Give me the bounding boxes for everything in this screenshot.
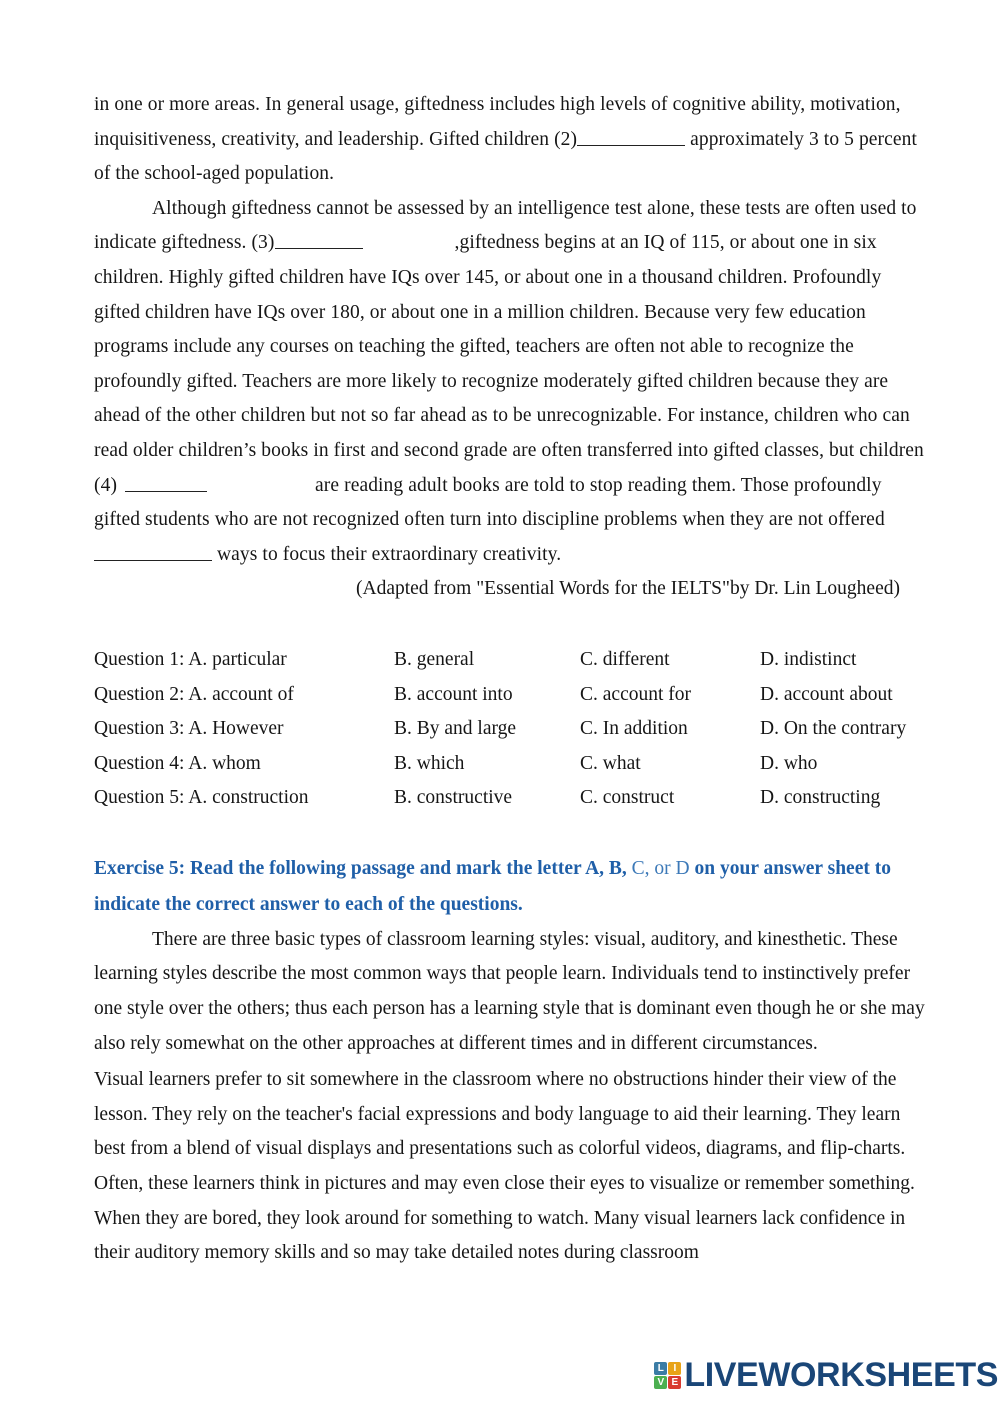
question-1-option-b[interactable]: B. general bbox=[394, 648, 475, 670]
exercise-5-paragraph-2: Visual learners prefer to sit somewhere in the classroom where no obstructions hinder their view of the lesson. They rely on the teacher's facial expressions and body language to aid their learning. They learn best from a blend of visual displays and presentations such as colorful videos, diagrams, and flip-charts. Often, these learners think in pictures and may even close their eyes to visualize or remember something. When they are bored, they look around for something to watch. Many visual learners lack confidence in their auditory memory skills and so may take detailed notes during classroom bbox=[94, 1069, 915, 1264]
exercise-5-paragraph-1 bbox=[94, 923, 930, 1061]
exercise-5-paragraph-1-text: There are three basic types of classroom learning styles: visual, auditory, and kinesthetic. These learning styles describe the most common ways that people learn. Individuals tend to instinctively prefer one style over the others; thus each person has a learning style that is dominant even though he or she may also rely somewhat on the other approaches at different times and in different circumstances. bbox=[94, 928, 925, 1054]
question-4-option-a[interactable]: Question 4: A. whom bbox=[94, 752, 261, 774]
question-5-option-c[interactable]: C. construct bbox=[580, 787, 675, 809]
table-row bbox=[94, 747, 930, 782]
question-4-option-b[interactable]: B. which bbox=[394, 752, 465, 774]
answer-blank-4[interactable] bbox=[125, 472, 207, 492]
logo-tile-e-icon: E bbox=[668, 1376, 681, 1389]
question-1-option-c[interactable]: C. different bbox=[580, 648, 670, 670]
logo-tile-v-icon: V bbox=[654, 1376, 667, 1389]
question-5-option-a[interactable]: Question 5: A. construction bbox=[94, 787, 309, 809]
table-row bbox=[94, 712, 930, 747]
questions-table bbox=[94, 643, 930, 816]
question-3-option-c[interactable]: C. In addition bbox=[580, 718, 688, 740]
exercise-5-heading bbox=[94, 816, 930, 923]
question-1-option-d[interactable]: D. indistinct bbox=[760, 648, 857, 670]
document-body bbox=[94, 88, 930, 1271]
question-4-option-c[interactable]: C. what bbox=[580, 752, 641, 774]
passage-text-after-blank-5: ways to focus their extraordinary creativity. bbox=[216, 543, 562, 565]
passage-text-after-blank-2: approximately 3 to 5 percent of the school-aged population. bbox=[94, 128, 918, 185]
passage-text-after-blank-4: are reading adult books are told to stop reading them. Those profoundly gifted students who are not recognized often turn into discipline problems when they are not offered bbox=[94, 474, 885, 531]
passage-source-attribution: (Adapted from "Essential Words for the IELTS"by Dr. Lin Lougheed) bbox=[356, 578, 900, 600]
question-2-option-c[interactable]: C. account for bbox=[580, 683, 692, 705]
question-3-option-a[interactable]: Question 3: A. However bbox=[94, 718, 284, 740]
table-row bbox=[94, 678, 930, 713]
answer-blank-5[interactable] bbox=[94, 541, 212, 561]
liveworksheets-logo[interactable] bbox=[654, 1358, 998, 1392]
logo-tile-i-icon: I bbox=[668, 1362, 681, 1375]
exercise-5-heading-part-2: C, or D bbox=[626, 857, 695, 879]
liveworksheets-logo-icon bbox=[654, 1362, 681, 1389]
exercise-5-heading-part-3: on your answer sheet to indicate the correct answer to each of the questions. bbox=[94, 857, 891, 915]
question-2-option-d[interactable]: D. account about bbox=[760, 683, 893, 705]
exercise-5-heading-part-1: Exercise 5: Read the following passage and mark the letter A, B, bbox=[94, 857, 627, 879]
table-row bbox=[94, 781, 930, 816]
question-4-option-d[interactable]: D. who bbox=[760, 752, 818, 774]
passage-paragraph-2 bbox=[94, 192, 930, 573]
passage-text-before-blank-2: inquisitiveness, creativity, and leadership. Gifted children (2) bbox=[94, 128, 578, 150]
logo-tile-l-icon: L bbox=[654, 1362, 667, 1375]
table-row bbox=[94, 643, 930, 678]
question-2-option-a[interactable]: Question 2: A. account of bbox=[94, 683, 294, 705]
passage-line-1: in one or more areas. In general usage, giftedness includes high levels of cognitive ability, motivation, bbox=[94, 94, 901, 115]
question-5-option-d[interactable]: D. constructing bbox=[760, 787, 881, 809]
answer-blank-3[interactable] bbox=[275, 230, 363, 250]
page-footer bbox=[0, 1358, 1000, 1406]
liveworksheets-logo-text: LIVEWORKSHEETS bbox=[684, 1356, 998, 1394]
answer-blank-2[interactable] bbox=[577, 126, 685, 146]
questions-table-body bbox=[94, 643, 930, 816]
passage-paragraph-1 bbox=[94, 88, 930, 192]
question-5-option-b[interactable]: B. constructive bbox=[394, 787, 513, 809]
passage-text-after-blank-3: ,giftedness begins at an IQ of 115, or about one in six children. Highly gifted children have IQs over 145, or about one in a thousand children. Profoundly gifted children have IQs over 180, or about one in a million children. Because very few education programs include any courses on teaching the gifted, teachers are often not able to recognize the profoundly gifted. Teachers are more likely to recognize moderately gifted children because they are ahead of the other children but not so far ahead as to be unrecognizable. For instance, children who can read older children’s books in first and second grade are often transferred into gifted classes, but children (4) bbox=[94, 232, 924, 496]
question-2-option-b[interactable]: B. account into bbox=[394, 683, 513, 705]
question-3-option-d[interactable]: D. On the contrary bbox=[760, 718, 907, 740]
question-1-option-a[interactable]: Question 1: A. particular bbox=[94, 648, 287, 670]
passage-text-before-blank-3: Although giftedness cannot be assessed by an intelligence test alone, these tests are often used to indicate giftedness. (3) bbox=[94, 197, 917, 254]
question-3-option-b[interactable]: B. By and large bbox=[394, 718, 517, 740]
